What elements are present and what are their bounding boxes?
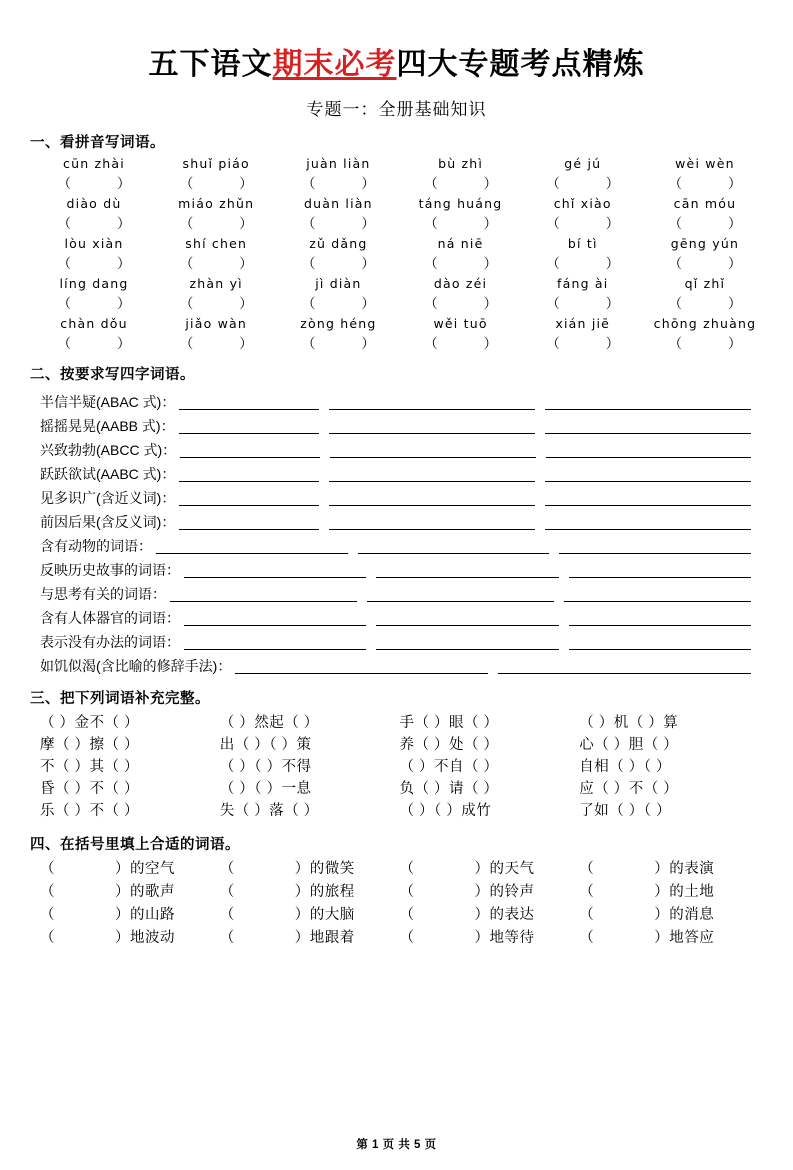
answer-blank[interactable]: （ ） [546,176,620,191]
answer-blank[interactable]: （ ） [57,176,131,191]
write-blank[interactable] [329,489,535,506]
pinyin-row [40,276,759,291]
four-char-label: 含有动物的词语： [40,538,152,554]
fill-phrase-item[interactable]: （ ）的表演 [579,861,715,877]
fill-phrase-item[interactable]: （ ）的消息 [579,907,715,923]
complete-words-row [40,712,759,734]
pinyin-cell: cūn zhài [63,156,125,171]
fill-phrase-item[interactable]: （ ）的铃声 [399,884,535,900]
fill-phrase-item[interactable]: （ ）地波动 [40,930,175,946]
answer-blank[interactable]: （ ） [668,176,742,191]
answer-blank[interactable]: （ ） [546,256,620,271]
write-blank[interactable] [156,537,348,554]
four-char-row [40,460,759,484]
complete-word-item[interactable]: 了如（ ）（ ） [579,803,672,819]
pinyin-cell: gé jú [564,156,602,171]
write-blank[interactable] [545,513,751,530]
pinyin-cell: bí tì [567,236,598,251]
write-blank[interactable] [569,609,751,626]
write-blank[interactable] [358,537,550,554]
pinyin-cell: juàn liàn [306,156,371,171]
answer-blank[interactable]: （ ） [179,216,253,231]
pinyin-cell: qǐ zhǐ [684,276,726,291]
four-char-row [40,604,759,628]
pinyin-cell: lòu xiàn [64,236,124,251]
write-blank[interactable] [184,633,366,650]
answer-blank[interactable]: （ ） [301,296,375,311]
write-blank[interactable] [376,609,558,626]
answer-blank[interactable]: （ ） [57,336,131,351]
four-char-label: 含有人体器官的词语： [40,610,180,626]
complete-word-item[interactable]: （ ）金不（ ） [40,715,140,731]
write-blank[interactable] [179,489,319,506]
four-char-exercise-block [40,388,759,676]
fill-phrase-item[interactable]: （ ）的旅程 [219,884,355,900]
write-blank[interactable] [564,585,751,602]
pinyin-cell: cān móu [673,196,737,211]
write-blank[interactable] [545,465,751,482]
section-heading-3: 三、把下列词语补充完整。 [30,691,210,707]
pinyin-cell: wěi tuō [433,316,488,331]
page-footer: 第 1 页 共 5 页 [356,1139,437,1151]
answer-paren-row [40,292,759,312]
pinyin-cell: shí chen [185,236,248,251]
four-char-row [40,508,759,532]
fill-phrase-item[interactable]: （ ）的山路 [40,907,175,923]
complete-word-item[interactable]: 摩（ ）擦（ ） [40,737,140,753]
title-part1: 五下语文 [148,48,273,81]
four-char-label: 如饥似渴(含比喻的修辞手法)： [40,658,232,674]
answer-paren-row [40,252,759,272]
complete-word-item[interactable]: 昏（ ）不（ ） [40,781,140,797]
pinyin-cell: shuǐ piáo [182,156,250,171]
write-blank[interactable] [180,441,320,458]
complete-word-item[interactable]: 出（ ）（ ）策 [219,737,312,753]
answer-paren-row [40,212,759,232]
answer-blank[interactable]: （ ） [57,256,131,271]
answer-blank[interactable]: （ ） [424,336,498,351]
four-char-label: 兴致勃勃(ABCC 式)： [40,442,177,458]
write-blank[interactable] [184,609,366,626]
fill-phrase-item[interactable]: （ ）的歌声 [40,884,175,900]
pinyin-row [40,316,759,331]
complete-word-item[interactable]: 失（ ）落（ ） [219,803,319,819]
pinyin-cell: chōng zhuàng [653,316,757,331]
write-blank[interactable] [545,417,751,434]
section-heading-2: 二、按要求写四字词语。 [30,367,195,383]
write-blank[interactable] [376,633,558,650]
write-blank[interactable] [179,513,319,530]
answer-blank[interactable]: （ ） [424,256,498,271]
pinyin-cell: ná niē [437,236,484,251]
write-blank[interactable] [329,465,535,482]
complete-words-row [40,756,759,778]
complete-words-row [40,778,759,800]
pinyin-cell: dào zéi [433,276,488,291]
write-blank[interactable] [545,489,751,506]
answer-blank[interactable]: （ ） [668,296,742,311]
write-blank[interactable] [559,537,751,554]
fill-phrase-item[interactable]: （ ）地等待 [399,930,535,946]
worksheet-page [0,48,793,1170]
complete-word-item[interactable]: （ ）然起（ ） [219,715,319,731]
answer-blank[interactable]: （ ） [179,256,253,271]
complete-words-row [40,800,759,822]
page-title [0,48,793,81]
fill-phrase-item[interactable]: （ ）地跟着 [219,930,355,946]
pinyin-cell: jì diàn [315,276,362,291]
four-char-row [40,388,759,412]
answer-blank[interactable]: （ ） [668,256,742,271]
write-blank[interactable] [569,633,751,650]
pinyin-cell: bù zhì [438,156,484,171]
write-blank[interactable] [329,417,535,434]
pinyin-cell: líng dang [59,276,129,291]
fill-phrase-item[interactable]: （ ）的天气 [399,861,535,877]
fill-phrase-item[interactable]: （ ）的大脑 [219,907,355,923]
write-blank[interactable] [179,393,319,410]
complete-word-item[interactable]: （ ）（ ）不得 [219,759,312,775]
write-blank[interactable] [329,393,535,410]
pinyin-cell: miáo zhǔn [178,196,255,211]
fill-phrases-row [40,858,759,881]
answer-paren-row [40,172,759,192]
answer-blank[interactable]: （ ） [424,216,498,231]
answer-blank[interactable]: （ ） [668,216,742,231]
four-char-label: 表示没有办法的词语： [40,634,180,650]
four-char-label: 反映历史故事的词语： [40,562,180,578]
write-blank[interactable] [376,561,558,578]
write-blank[interactable] [179,417,319,434]
pinyin-cell: chàn dǒu [60,316,128,331]
complete-words-row [40,734,759,756]
four-char-label: 跃跃欲试(AABC 式)： [40,466,176,482]
four-char-label: 半信半疑(ABAC 式)： [40,394,176,410]
fill-phrase-item[interactable]: （ ）的空气 [40,861,175,877]
four-char-label: 前因后果(含反义词)： [40,514,176,530]
answer-blank[interactable]: （ ） [546,336,620,351]
fill-phrase-item[interactable]: （ ）的微笑 [219,861,355,877]
answer-blank[interactable]: （ ） [179,176,253,191]
answer-blank[interactable]: （ ） [57,216,131,231]
page-subtitle: 专题一：全册基础知识 [306,100,487,119]
title-highlight: 期末必考 [272,48,397,81]
complete-words-block [40,712,759,822]
answer-blank[interactable]: （ ） [668,336,742,351]
complete-word-item[interactable]: 应（ ）不（ ） [579,781,679,797]
four-char-row [40,628,759,652]
fill-phrase-item[interactable]: （ ）的土地 [579,884,715,900]
write-blank[interactable] [235,657,488,674]
write-blank[interactable] [170,585,357,602]
fill-phrases-row [40,904,759,927]
write-blank[interactable] [498,657,751,674]
pinyin-cell: xián jiē [555,316,611,331]
pinyin-cell: duàn liàn [304,196,373,211]
answer-blank[interactable]: （ ） [301,256,375,271]
answer-blank[interactable]: （ ） [301,336,375,351]
answer-blank[interactable]: （ ） [57,296,131,311]
pinyin-row [40,196,759,211]
pinyin-cell: diào dù [66,196,122,211]
four-char-row [40,484,759,508]
write-blank[interactable] [545,393,751,410]
pinyin-cell: chǐ xiào [553,196,612,211]
four-char-row [40,652,759,676]
write-blank[interactable] [329,513,535,530]
pinyin-exercise-block [40,156,759,352]
four-char-label: 摇摇晃晃(AABB 式)： [40,418,175,434]
section-heading-4: 四、在括号里填上合适的词语。 [30,837,240,853]
four-char-row [40,436,759,460]
four-char-label: 见多识广(含近义词)： [40,490,176,506]
answer-blank[interactable]: （ ） [301,176,375,191]
pinyin-cell: zhàn yì [189,276,243,291]
complete-word-item[interactable]: 自相（ ）（ ） [579,759,672,775]
pinyin-row [40,156,759,171]
four-char-row [40,556,759,580]
pinyin-cell: wèi wèn [675,156,735,171]
answer-blank[interactable]: （ ） [424,296,498,311]
answer-blank[interactable]: （ ） [546,216,620,231]
answer-blank[interactable]: （ ） [424,176,498,191]
complete-word-item[interactable]: 负（ ）请（ ） [399,781,499,797]
answer-paren-row [40,332,759,352]
answer-blank[interactable]: （ ） [179,296,253,311]
fill-phrases-row [40,881,759,904]
pinyin-cell: zǔ dǎng [309,236,368,251]
write-blank[interactable] [569,561,751,578]
four-char-row [40,412,759,436]
complete-word-item[interactable]: 乐（ ）不（ ） [40,803,140,819]
four-char-row [40,532,759,556]
answer-blank[interactable]: （ ） [301,216,375,231]
fill-phrases-row [40,927,759,950]
fill-phrase-item[interactable]: （ ）的表达 [399,907,535,923]
title-part2: 四大专题考点精炼 [396,48,645,81]
four-char-row [40,580,759,604]
four-char-label: 与思考有关的词语： [40,586,166,602]
pinyin-cell: táng huáng [418,196,503,211]
complete-word-item[interactable]: （ ）（ ）一息 [219,781,312,797]
answer-blank[interactable]: （ ） [179,336,253,351]
pinyin-cell: fáng ài [557,276,609,291]
section-heading-1: 一、看拼音写词语。 [30,135,165,151]
pinyin-cell: gēng yún [670,236,740,251]
complete-word-item[interactable]: （ ）（ ）成竹 [399,803,492,819]
write-blank[interactable] [184,561,366,578]
fill-phrases-block [40,858,759,950]
pinyin-row [40,236,759,251]
complete-word-item[interactable]: 不（ ）其（ ） [40,759,140,775]
complete-word-item[interactable]: （ ）机（ ）算 [579,715,679,731]
write-blank[interactable] [546,441,751,458]
pinyin-cell: zòng héng [300,316,377,331]
complete-word-item[interactable]: 手（ ）眼（ ） [399,715,499,731]
complete-word-item[interactable]: 心（ ）胆（ ） [579,737,679,753]
write-blank[interactable] [367,585,554,602]
complete-word-item[interactable]: 养（ ）处（ ） [399,737,499,753]
complete-word-item[interactable]: （ ）不自（ ） [399,759,499,775]
write-blank[interactable] [179,465,319,482]
fill-phrase-item[interactable]: （ ）地答应 [579,930,715,946]
pinyin-cell: jiǎo wàn [185,316,247,331]
write-blank[interactable] [330,441,535,458]
answer-blank[interactable]: （ ） [546,296,620,311]
